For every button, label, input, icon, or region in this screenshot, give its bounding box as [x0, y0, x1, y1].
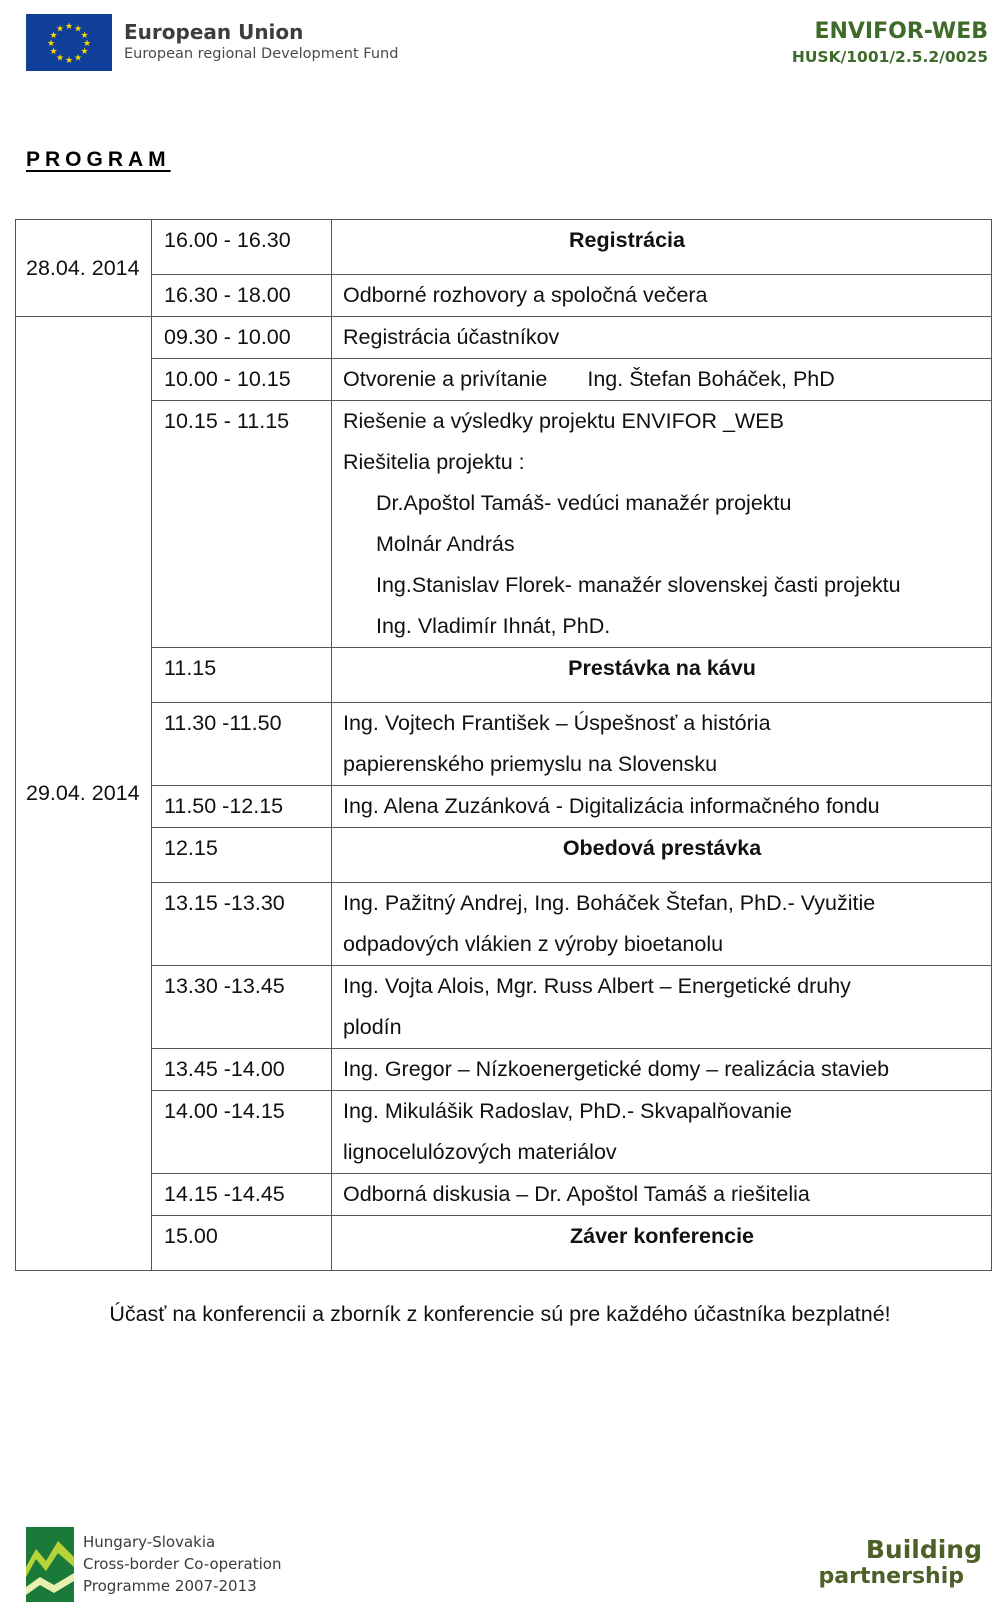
session-line: papierenského priemyslu na Slovensku — [343, 752, 718, 776]
team-member: Molnár András — [376, 532, 515, 556]
svg-text:★: ★ — [82, 39, 92, 49]
session-cell: Registrácia — [332, 220, 992, 275]
session-cell — [332, 966, 992, 1049]
svg-text:★: ★ — [73, 24, 83, 35]
program-table — [15, 219, 992, 1271]
session-subtitle: Riešitelia projektu : — [343, 450, 525, 474]
session-cell: Záver konferencie — [332, 1216, 992, 1271]
time-cell: 15.00 — [152, 1216, 332, 1271]
session-line: odpadových vlákien z výroby bioetanolu — [343, 932, 724, 956]
table-row — [16, 703, 992, 786]
date-cell: 29.04. 2014 — [16, 317, 152, 1271]
session-cell — [332, 703, 992, 786]
slogan-line: Building — [865, 1535, 982, 1564]
session-cell: Registrácia účastníkov — [332, 317, 992, 359]
session-cell: Ing. Gregor – Nízkoenergetické domy – realizácia stavieb — [332, 1049, 992, 1091]
table-row — [16, 317, 992, 359]
time-cell: 13.30 -13.45 — [152, 966, 332, 1049]
project-heading — [792, 18, 988, 68]
session-cell — [332, 401, 992, 648]
eu-title: European Union — [124, 20, 304, 44]
svg-text:★: ★ — [73, 53, 83, 64]
team-member: Ing.Stanislav Florek- manažér slovenskej časti projektu — [376, 573, 901, 597]
table-row — [16, 786, 992, 828]
table-row — [16, 1174, 992, 1216]
session-cell — [332, 359, 992, 401]
team-member: Ing. Vladimír Ihnát, PhD. — [376, 614, 611, 638]
svg-text:★: ★ — [49, 31, 58, 41]
time-cell: 14.00 -14.15 — [152, 1091, 332, 1174]
programme-line: Programme 2007-2013 — [83, 1577, 257, 1595]
svg-text:★: ★ — [80, 31, 89, 41]
time-cell: 13.45 -14.00 — [152, 1049, 332, 1091]
session-title: Riešenie a výsledky projektu ENVIFOR _WEB — [343, 409, 784, 433]
svg-text:★: ★ — [64, 56, 74, 66]
svg-text:★: ★ — [49, 47, 58, 57]
svg-text:★: ★ — [64, 22, 74, 32]
speaker-name: Ing. Štefan Boháček, PhD — [587, 367, 835, 391]
building-partnership-logo — [819, 1536, 982, 1590]
table-row — [16, 220, 992, 275]
time-cell: 14.15 -14.45 — [152, 1174, 332, 1216]
session-cell — [332, 883, 992, 966]
svg-text:★: ★ — [55, 53, 65, 64]
programme-name — [83, 1531, 281, 1597]
time-cell: 11.15 — [152, 648, 332, 703]
session-cell: Prestávka na kávu — [332, 648, 992, 703]
session-cell: Odborná diskusia – Dr. Apoštol Tamáš a riešitelia — [332, 1174, 992, 1216]
slogan-line: partnership — [818, 1564, 964, 1589]
session-cell — [332, 1091, 992, 1174]
table-row — [16, 648, 992, 703]
table-row — [16, 966, 992, 1049]
eu-subtitle: European regional Development Fund — [124, 46, 399, 62]
session-line: Ing. Vojtech František – Úspešnosť a história — [343, 711, 771, 735]
svg-text:★: ★ — [46, 39, 56, 49]
eu-flag-logo — [26, 14, 112, 71]
program-title: PROGRAM — [26, 148, 171, 171]
table-row — [16, 1049, 992, 1091]
table-row — [16, 828, 992, 883]
session-line: Ing. Mikulášik Radoslav, PhD.- Skvapalňovanie — [343, 1099, 792, 1123]
svg-text:★: ★ — [80, 47, 89, 57]
free-attendance-note: Účasť na konferencii a zborník z konferencie sú pre každého účastníka bezplatné! — [109, 1302, 891, 1326]
programme-line: Hungary-Slovakia — [83, 1533, 216, 1551]
session-cell: Odborné rozhovory a spoločná večera — [332, 275, 992, 317]
time-cell: 12.15 — [152, 828, 332, 883]
date-cell: 28.04. 2014 — [16, 220, 152, 317]
session-line: Ing. Vojta Alois, Mgr. Russ Albert – Energetické druhy — [343, 974, 851, 998]
time-cell: 09.30 - 10.00 — [152, 317, 332, 359]
time-cell: 16.00 - 16.30 — [152, 220, 332, 275]
table-row — [16, 1091, 992, 1174]
programme-line: Cross-border Co-operation — [83, 1555, 282, 1573]
session-cell: Obedová prestávka — [332, 828, 992, 883]
eu-heading — [124, 20, 398, 64]
table-row — [16, 275, 992, 317]
project-code: HUSK/1001/2.5.2/0025 — [791, 48, 988, 66]
table-row — [16, 401, 992, 648]
svg-text:★: ★ — [55, 24, 65, 35]
time-cell: 11.50 -12.15 — [152, 786, 332, 828]
hungary-slovakia-logo — [26, 1527, 74, 1602]
team-member: Dr.Apoštol Tamáš- vedúci manažér projektu — [376, 491, 792, 515]
session-line: plodín — [343, 1015, 402, 1039]
table-row — [16, 883, 992, 966]
session-line: lignocelulózových materiálov — [343, 1140, 617, 1164]
time-cell: 10.00 - 10.15 — [152, 359, 332, 401]
time-cell: 10.15 - 11.15 — [152, 401, 332, 648]
time-cell: 16.30 - 18.00 — [152, 275, 332, 317]
table-row — [16, 1216, 992, 1271]
time-cell: 11.30 -11.50 — [152, 703, 332, 786]
session-title: Otvorenie a privítanie — [343, 367, 548, 391]
project-title: ENVIFOR-WEB — [814, 19, 988, 44]
time-cell: 13.15 -13.30 — [152, 883, 332, 966]
table-row — [16, 359, 992, 401]
session-cell: Ing. Alena Zuzánková - Digitalizácia informačného fondu — [332, 786, 992, 828]
session-line: Ing. Pažitný Andrej, Ing. Boháček Štefan, PhD.- Využitie — [343, 891, 876, 915]
